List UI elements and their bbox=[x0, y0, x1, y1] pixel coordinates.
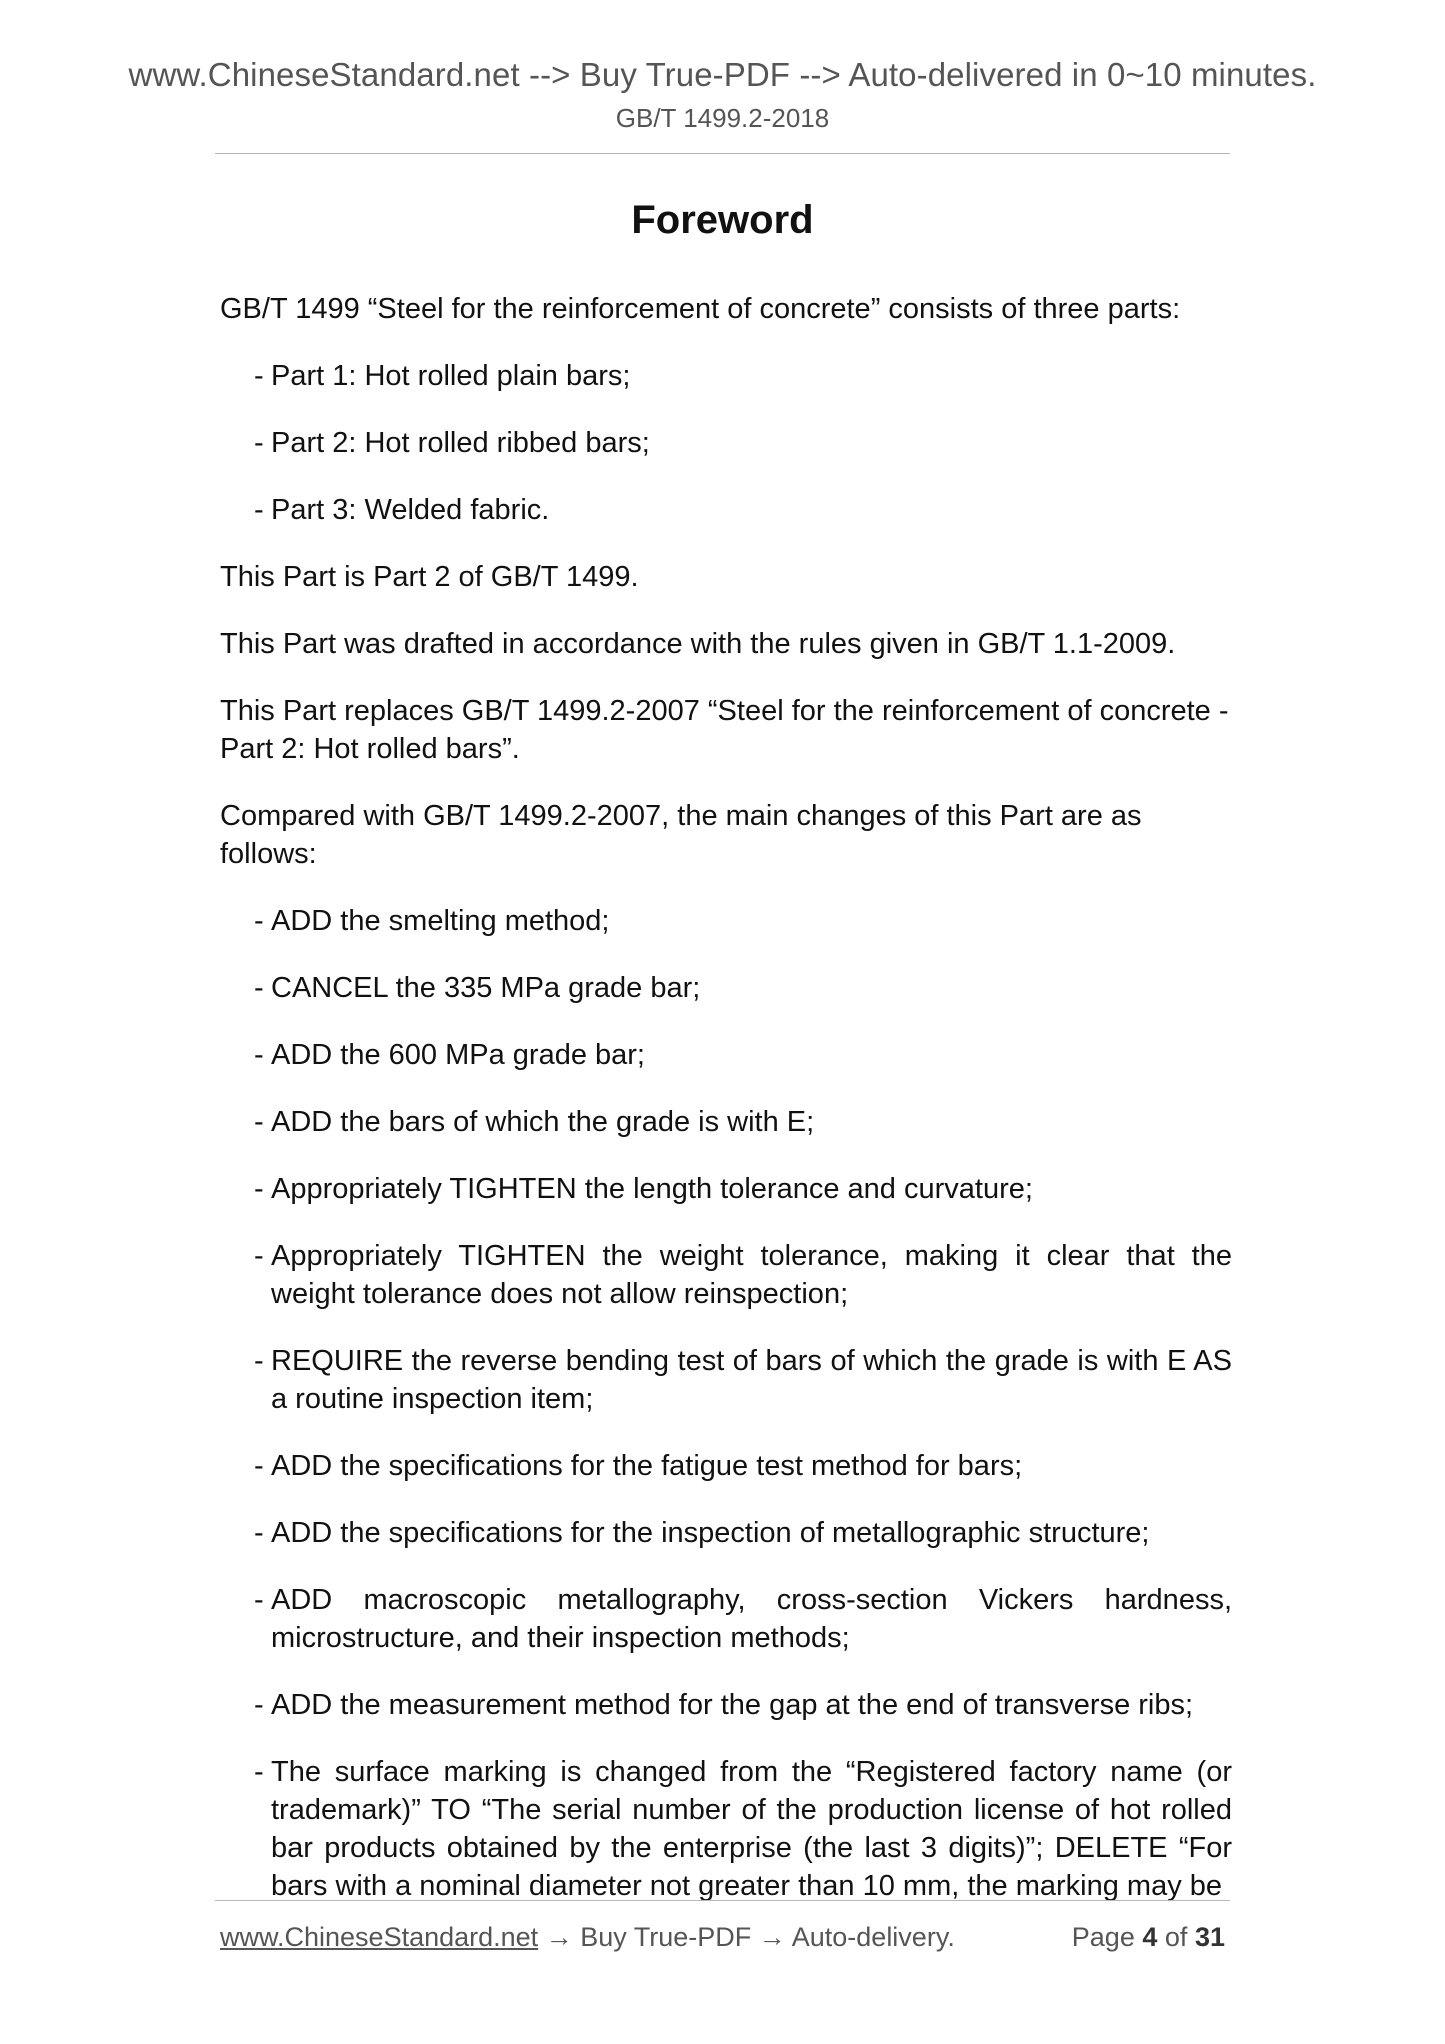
list-item-part-3 bbox=[254, 491, 1232, 529]
change-item bbox=[254, 969, 1232, 1007]
replaces-paragraph: This Part replaces GB/T 1499.2-2007 “Steel for the reinforcement of concrete - Part 2: Hot rolled bars”. bbox=[220, 695, 1229, 765]
header-site-line: www.ChineseStandard.net --> Buy True-PDF --> Auto-delivered in 0~10 minutes. bbox=[128, 56, 1317, 93]
change-item-text: ADD the bars of which the grade is with E; bbox=[271, 1106, 815, 1138]
change-item-text: CANCEL the 335 MPa grade bar; bbox=[271, 972, 701, 1004]
change-item-text: ADD the specifications for the inspection of metallographic structure; bbox=[271, 1517, 1150, 1549]
list-dash: - bbox=[254, 972, 264, 1004]
list-dash: - bbox=[254, 1345, 264, 1377]
list-dash: - bbox=[254, 427, 264, 459]
change-item bbox=[254, 1581, 1232, 1657]
of-label: of bbox=[1164, 1922, 1188, 1952]
change-item-text: Appropriately TIGHTEN the length tolerance and curvature; bbox=[271, 1173, 1033, 1205]
change-item bbox=[254, 1036, 1232, 1074]
list-item-part-1 bbox=[254, 357, 1232, 395]
list-dash: - bbox=[254, 360, 264, 392]
change-item bbox=[254, 1237, 1232, 1313]
list-item-text: Part 1: Hot rolled plain bars; bbox=[271, 360, 631, 392]
change-item bbox=[254, 1103, 1232, 1141]
list-dash: - bbox=[254, 1240, 264, 1272]
footer-divider bbox=[215, 1900, 1230, 1901]
list-dash: - bbox=[254, 1106, 264, 1138]
document-body bbox=[220, 290, 1232, 1905]
list-item-text: Part 3: Welded fabric. bbox=[271, 494, 550, 526]
footer-site-link[interactable]: www.ChineseStandard.net bbox=[220, 1922, 539, 1952]
list-dash: - bbox=[254, 1517, 264, 1549]
list-dash: - bbox=[254, 1173, 264, 1205]
change-item bbox=[254, 1342, 1232, 1418]
change-item bbox=[254, 1447, 1232, 1485]
list-item-part-2 bbox=[254, 424, 1232, 462]
change-item-text: Appropriately TIGHTEN the weight tolerance, making it clear that the weight tolerance does not allow reinspection; bbox=[271, 1240, 1232, 1310]
list-dash: - bbox=[254, 1039, 264, 1071]
footer-left bbox=[220, 1922, 955, 1953]
page-title: Foreword bbox=[631, 198, 814, 242]
page-number: 4 bbox=[1142, 1922, 1158, 1952]
change-item-text: ADD macroscopic metallography, cross-section Vickers hardness, microstructure, and their inspection methods; bbox=[271, 1584, 1232, 1654]
change-item bbox=[254, 1514, 1232, 1552]
change-item-text: ADD the smelting method; bbox=[271, 905, 610, 937]
compared-paragraph: Compared with GB/T 1499.2-2007, the main changes of this Part are as follows: bbox=[220, 800, 1142, 870]
list-item-text: Part 2: Hot rolled ribbed bars; bbox=[271, 427, 650, 459]
intro-paragraph: GB/T 1499 “Steel for the reinforcement of concrete” consists of three parts: bbox=[220, 293, 1181, 325]
change-item bbox=[254, 1170, 1232, 1208]
list-dash: - bbox=[254, 905, 264, 937]
change-item-text: ADD the specifications for the fatigue test method for bars; bbox=[271, 1450, 1023, 1482]
page-total: 31 bbox=[1194, 1922, 1225, 1952]
change-item-text: The surface marking is changed from the “Registered factory name (or trademark)” TO “The serial number of the production license of hot rolled bar products obtained by the enterprise (the last 3 digits)”; DELETE “For bars with a nominal diameter not greater than 10 mm, the marking may be bbox=[271, 1756, 1232, 1902]
change-item-text: REQUIRE the reverse bending test of bars of which the grade is with E AS a routine inspection item; bbox=[271, 1345, 1232, 1415]
change-item bbox=[254, 1753, 1232, 1905]
drafted-paragraph: This Part was drafted in accordance with the rules given in GB/T 1.1-2009. bbox=[220, 628, 1176, 660]
change-item-text: ADD the measurement method for the gap at the end of transverse ribs; bbox=[271, 1689, 1194, 1721]
page-indicator bbox=[1072, 1922, 1225, 1953]
header-divider bbox=[215, 153, 1230, 154]
page-label: Page bbox=[1071, 1922, 1135, 1952]
part-paragraph: This Part is Part 2 of GB/T 1499. bbox=[220, 561, 639, 593]
list-dash: - bbox=[254, 1756, 264, 1788]
change-item bbox=[254, 1686, 1232, 1724]
list-dash: - bbox=[254, 1584, 264, 1616]
change-item bbox=[254, 902, 1232, 940]
change-item-text: ADD the 600 MPa grade bar; bbox=[271, 1039, 645, 1071]
list-dash: - bbox=[254, 1689, 264, 1721]
list-dash: - bbox=[254, 1450, 264, 1482]
list-dash: - bbox=[254, 494, 264, 526]
footer-delivery-text: → Buy True-PDF → Auto-delivery. bbox=[538, 1922, 955, 1952]
header-standard-code: GB/T 1499.2-2018 bbox=[615, 103, 830, 133]
